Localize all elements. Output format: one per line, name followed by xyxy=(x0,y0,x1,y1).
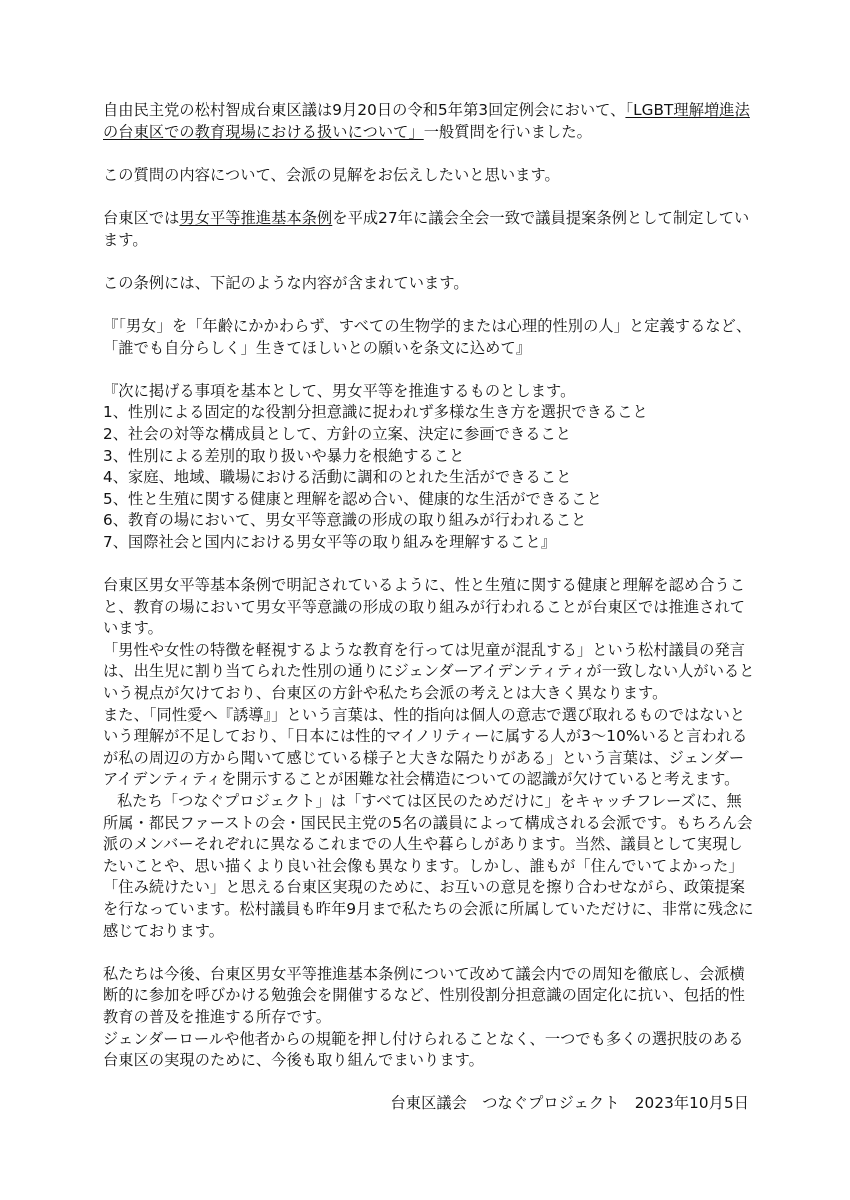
definition-quote: 『「男女」を「年齢にかかわらず、すべての生物学的または心理的性別の人」と定義するなど、「誰でも自分らしく」生きてほしいとの願いを条文に込めて』 xyxy=(103,316,752,357)
body-paragraph-4 xyxy=(103,791,755,942)
ordinance-text-b: を平成27年に議会全会一致で議員提案条例として制定しています。 xyxy=(103,208,750,249)
statement-document xyxy=(103,100,755,1115)
principle-item: 6、教育の場において、男女平等意識の形成の取り組みが行われること xyxy=(103,511,587,530)
intro-text-b: 一般質問を行いました。 xyxy=(423,122,592,141)
principles-block xyxy=(103,381,755,554)
question-title-link[interactable]: 「LGBT理解増進法の台東区での教育現場における扱いについて」 xyxy=(103,101,750,141)
ordinance-paragraph xyxy=(103,208,755,251)
principle-item: 1、性別による固定的な役割分担意識に捉われず多様な生き方を選択できること xyxy=(103,403,648,422)
principle-item: 7、国際社会と国内における男女平等の取り組みを理解すること』 xyxy=(103,532,557,551)
ordinance-text-a: 台東区では xyxy=(103,208,180,227)
principle-item: 4、家庭、地域、職場における活動に調和のとれた生活ができること xyxy=(103,468,572,487)
signature-line: 台東区議会 つなぐプロジェクト 2023年10月5日 xyxy=(390,1094,749,1113)
body-paragraph-4-text: 私たち「つなぐプロジェクト」は「すべては区民のためだけに」をキャッチフレーズに、無所属・都民ファーストの会・国民民主党の5名の議員によって構成される会派です。もちろん会派のメンバーそれぞれに異なるこれまでの人生や暮らしがあります。当然、議員として実現したいことや、思い描くより良い社会像も異なります。しかし、誰もが「住んでいてよかった」「住み続けたい」と思える台東区実現のために、お互いの意見を擦り合わせながら、政策提案を行なっています。松村議員も昨年9月まで私たちの会派に所属していただけに、非常に残念に感じております。 xyxy=(103,792,754,940)
body-paragraph-3: また、「同性愛へ『誘導』」という言葉は、性的指向は個人の意志で選び取れるものではないという理解が不足しており、「日本には性的マイノリティーに属する人が3～10%いると言われるが私の周辺の方から聞いて感じている様子と大きな隔たりがある」という言葉は、ジェンダーアイデンティティを開示することが困難な社会構造についての認識が欠けていると考えます。 xyxy=(103,705,748,789)
body-paragraph-2: 「男性や女性の特徴を軽視するような教育を行っては児童が混乱する」という松村議員の発言は、出生児に割り当てられた性別の通りにジェンダーアイデンティティが一致しない人がいるという視点が欠けており、台東区の方針や私たち会派の考えとは大きく異なります。 xyxy=(103,640,755,703)
principle-item: 2、社会の対等な構成員として、方針の立案、決定に参画できること xyxy=(103,424,572,443)
intro-paragraph xyxy=(103,100,755,143)
body-paragraph-1: 台東区男女平等基本条例で明記されているように、性と生殖に関する健康と理解を認め合うこと、教育の場において男女平等意識の形成の取り組みが行われることが台東区では推進されています。 xyxy=(103,576,746,638)
view-paragraph: この質問の内容について、会派の見解をお伝えしたいと思います。 xyxy=(103,165,560,184)
principle-item: 3、性別による差別的取り扱いや暴力を根絶すること xyxy=(103,446,465,465)
contains-paragraph: この条例には、下記のような内容が含まれています。 xyxy=(103,273,469,292)
principles-lead: 『次に掲げる事項を基本として、男女平等を推進するものとします。 xyxy=(103,381,576,400)
closing-paragraph-2: ジェンダーロールや他者からの規範を押し付けられることなく、一つでも多くの選択肢のある台東区の実現のために、今後も取り組んでまいります。 xyxy=(103,1029,744,1070)
ordinance-name-link[interactable]: 男女平等推進基本条例 xyxy=(179,208,333,227)
intro-text-a: 自由民主党の松村智成台東区議は9月20日の令和5年第3回定例会において、 xyxy=(103,101,626,119)
closing-paragraph-1: 私たちは今後、台東区男女平等推進基本条例について改めて議会内での周知を徹底し、会派横断的に参加を呼びかける勉強会を開催するなど、性別役割分担意識の固定化に抗い、包括的性教育の普及を推進する所存です。 xyxy=(103,964,746,1026)
principle-item: 5、性と生殖に関する健康と理解を認め合い、健康的な生活ができること xyxy=(103,489,602,508)
